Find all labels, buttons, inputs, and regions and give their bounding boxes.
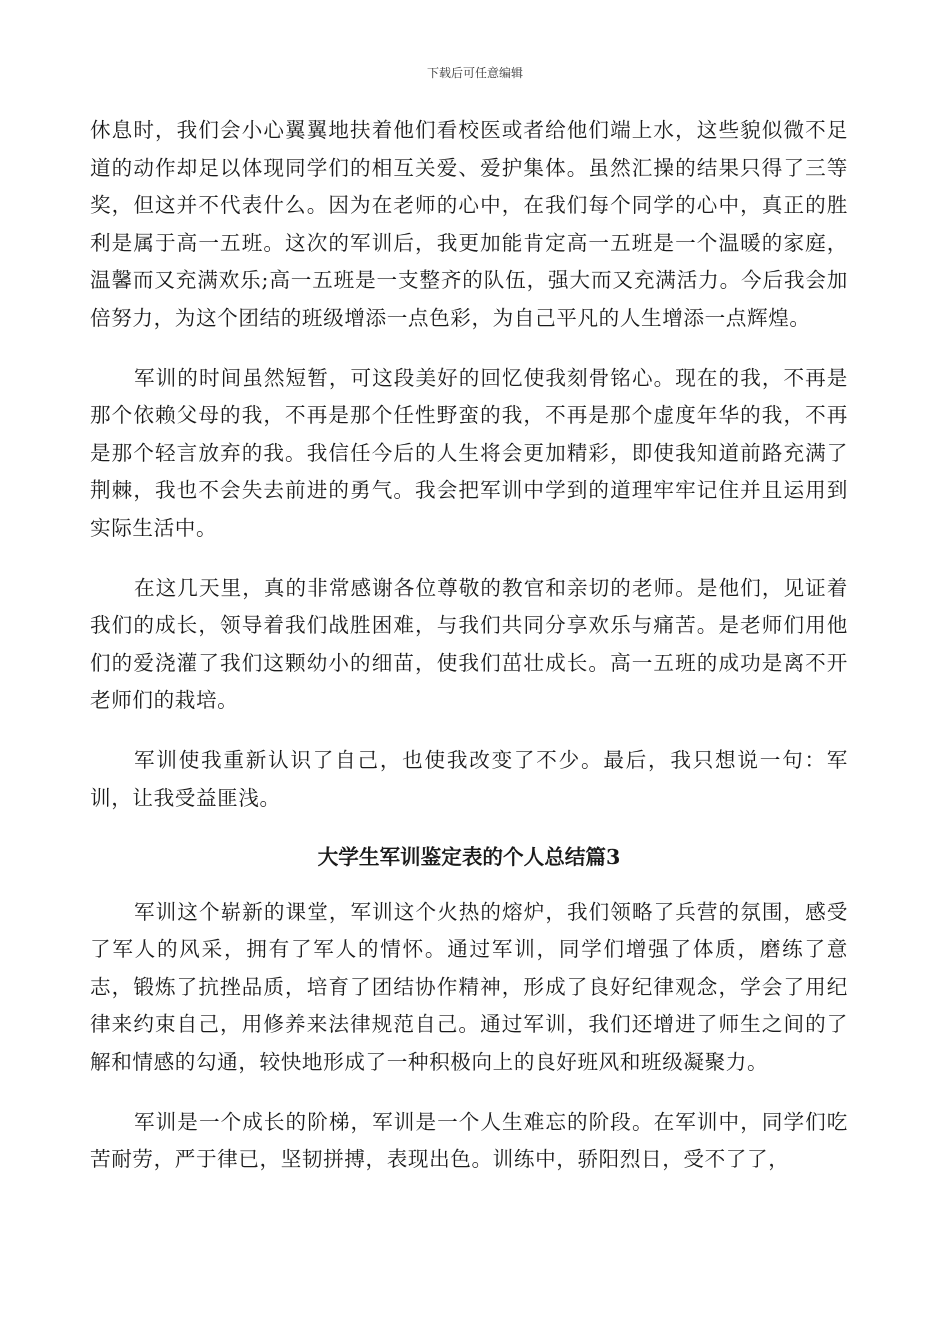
paragraph: 军训这个崭新的课堂，军训这个火热的熔炉，我们领略了兵营的氛围，感受了军人的风采，拥有了军人的情怀。通过军训，同学们增强了体质，磨练了意志，锻炼了抗挫品质，培育了团结协作精神，形成了良好纪律观念，学会了用纪律来约束自己，用修养来法律规范自己。通过军训，我们还增进了师生之间的了解和情感的勾通，较快地形成了一种积极向上的良好班风和班级凝聚力。: [90, 899, 848, 1075]
paragraph-continued: 休息时，我们会小心翼翼地扶着他们看校医或者给他们端上水，这些貌似微不足道的动作却足以体现同学们的相互关爱、爱护集体。虽然汇操的结果只得了三等奖，但这并不代表什么。因为在老师的心中，在我们每个同学的心中，真正的胜利是属于高一五班。这次的军训后，我更加能肯定高一五班是一个温暖的家庭，温馨而又充满欢乐;高一五班是一支整齐的队伍，强大而又充满活力。今后我会加倍努力，为这个团结的班级增添一点色彩，为自己平凡的人生增添一点辉煌。: [90, 118, 848, 330]
section-heading: 大学生军训鉴定表的个人总结篇3: [317, 845, 621, 870]
paragraph: 军训的时间虽然短暂，可这段美好的回忆使我刻骨铭心。现在的我，不再是那个依赖父母的我，不再是那个任性野蛮的我，不再是那个虚度年华的我，不再是那个轻言放弃的我。我信任今后的人生将会更加精彩，即使我知道前路充满了荆棘，我也不会失去前进的勇气。我会把军训中学到的道理牢牢记住并且运用到实际生活中。: [90, 365, 848, 540]
page-header-note: 下载后可任意编辑: [426, 66, 523, 80]
paragraph: 在这几天里，真的非常感谢各位尊敬的教官和亲切的老师。是他们，见证着我们的成长，领导着我们战胜困难，与我们共同分享欢乐与痛苦。是老师们用他们的爱浇灌了我们这颗幼小的细苗，使我们茁壮成长。高一五班的成功是离不开老师们的栽培。: [90, 575, 848, 713]
paragraph: 军训是一个成长的阶梯，军训是一个人生难忘的阶段。在军训中，同学们吃苦耐劳，严于律已，坚韧拼搏，表现出色。训练中，骄阳烈日，受不了了，: [90, 1109, 848, 1172]
paragraph: 军训使我重新认识了自己，也使我改变了不少。最后，我只想说一句：军训，让我受益匪浅。: [90, 747, 848, 810]
document-body: [90, 112, 848, 1179]
